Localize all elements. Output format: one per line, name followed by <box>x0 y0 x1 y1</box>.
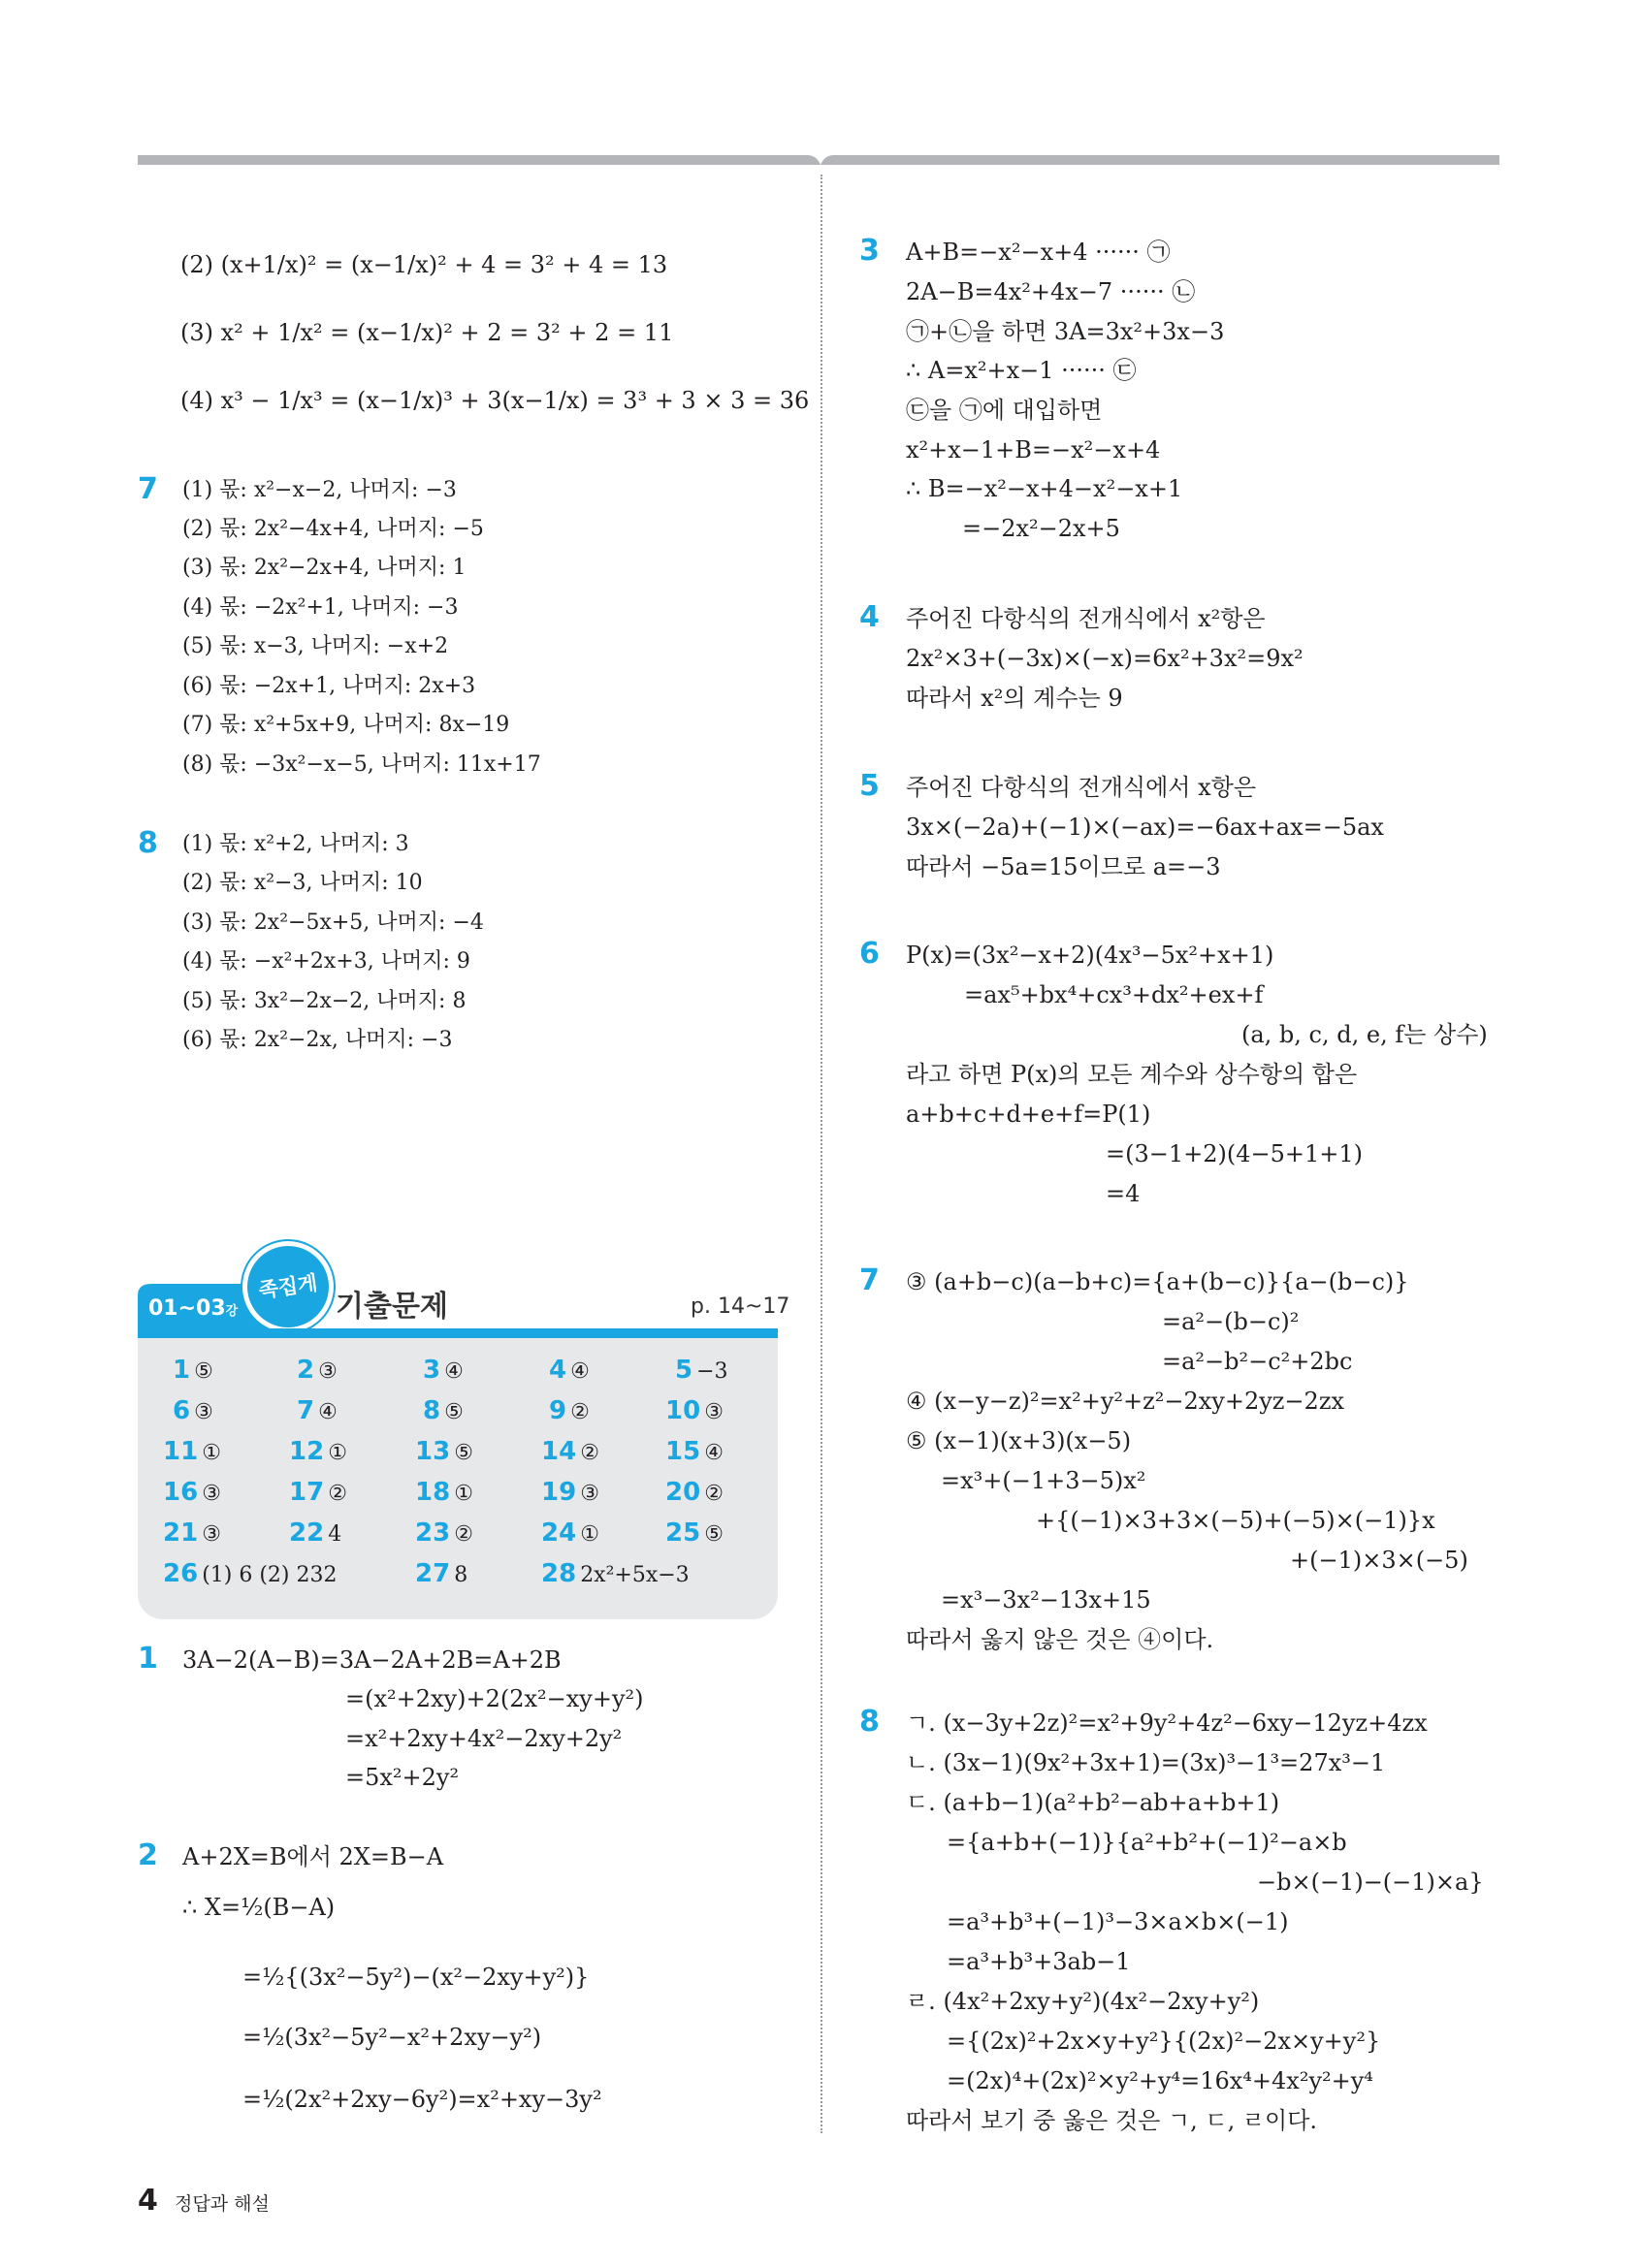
solution-line: 3A−2(A−B)=3A−2A+2B=A+2B <box>182 1646 562 1674</box>
answer-item: 8 ⑤ <box>423 1396 464 1425</box>
solution-line: ㉠+㉡을 하면 3A=3x²+3x−3 <box>906 318 1225 345</box>
solution-line: ∴ X=½(B−A) <box>182 1894 336 1921</box>
answer-item: 22 4 <box>289 1518 342 1548</box>
answer-item: 12 ① <box>289 1437 347 1466</box>
answer-line: (6) 몫: 2x²−2x, 나머지: −3 <box>182 1028 453 1052</box>
answer-line: (1) 몫: x²+2, 나머지: 3 <box>182 832 409 856</box>
solution-line: =x³+(−1+3−5)x² <box>941 1467 1146 1494</box>
answer-item: 23 ② <box>415 1518 473 1548</box>
solution-line: ㉢을 ㉠에 대입하면 <box>906 397 1103 424</box>
solution-line: =a³+b³+(−1)³−3×a×b×(−1) <box>947 1908 1289 1935</box>
solution-line: ={a+b+(−1)}{a²+b²+(−1)²−a×b <box>947 1829 1347 1856</box>
answer-item: 27 8 <box>415 1559 468 1588</box>
solution-line: =½(2x²+2xy−6y²)=x²+xy−3y² <box>242 2086 602 2113</box>
answer-item: 5 −3 <box>675 1356 728 1385</box>
solution-line: 주어진 다항식의 전개식에서 x²항은 <box>906 605 1266 632</box>
solution-line: A+2X=B에서 2X=B−A <box>182 1843 444 1870</box>
answer-item: 3 ④ <box>423 1356 464 1385</box>
answer-line: (3) 몫: 2x²−2x+4, 나머지: 1 <box>182 556 467 580</box>
answer-line: (4) 몫: −x²+2x+3, 나머지: 9 <box>182 949 470 974</box>
answer-line: (6) 몫: −2x+1, 나머지: 2x+3 <box>182 674 476 698</box>
solution-line: 따라서 −5a=15이므로 a=−3 <box>906 853 1221 880</box>
answer-line: (7) 몫: x²+5x+9, 나머지: 8x−19 <box>182 713 510 737</box>
solution-line: 따라서 x²의 계수는 9 <box>906 685 1123 712</box>
solution-line: 주어진 다항식의 전개식에서 x항은 <box>906 774 1256 801</box>
answer-item: 2 ③ <box>297 1356 338 1385</box>
solution-line: (a, b, c, d, e, f는 상수) <box>1241 1021 1488 1048</box>
answer-line: (5) 몫: x−3, 나머지: −x+2 <box>182 634 449 658</box>
problem-number: 7 <box>859 1263 880 1297</box>
answer-item: 20 ② <box>665 1478 724 1507</box>
solution-line: ㄱ. (x−3y+2z)²=x²+9y²+4z²−6xy−12yz+4zx <box>906 1709 1428 1737</box>
answer-item: 28 2x²+5x−3 <box>541 1559 690 1588</box>
solution-line: =½{(3x²−5y²)−(x²−2xy+y²)} <box>242 1964 590 1991</box>
answer-item: 13 ⑤ <box>415 1437 473 1466</box>
solution-line: =(3−1+2)(4−5+1+1) <box>1106 1140 1363 1167</box>
solution-line: =4 <box>1106 1180 1141 1207</box>
solution-line: ③ (a+b−c)(a−b+c)={a+(b−c)}{a−(b−c)} <box>906 1268 1409 1295</box>
answer-item: 17 ② <box>289 1478 347 1507</box>
solution-line: =(2x)⁴+(2x)²×y²+y⁴=16x⁴+4x²y²+y⁴ <box>947 2067 1373 2094</box>
problem-number: 8 <box>859 1705 880 1739</box>
solution-line: =5x²+2y² <box>345 1764 460 1791</box>
footer-label: 정답과 해설 <box>175 2193 270 2215</box>
solution-line: =½(3x²−5y²−x²+2xy−y²) <box>242 2024 542 2051</box>
solution-line: ㄹ. (4x²+2xy+y²)(4x²−2xy+y²) <box>906 1988 1260 2015</box>
answer-item: 19 ③ <box>541 1478 599 1507</box>
answer-item: 7 ④ <box>297 1396 338 1425</box>
solution-line: =(x²+2xy)+2(2x²−xy+y²) <box>345 1685 644 1712</box>
problem-number: 2 <box>138 1838 158 1872</box>
answer-item: 6 ③ <box>173 1396 213 1425</box>
solution-line: 따라서 옳지 않은 것은 ④이다. <box>906 1626 1214 1653</box>
answer-item: 21 ③ <box>163 1518 221 1548</box>
solution-line: 2A−B=4x²+4x−7 ······ ㉡ <box>906 278 1196 305</box>
solution-line: a+b+c+d+e+f=P(1) <box>906 1101 1151 1128</box>
solution-line: ㄴ. (3x−1)(9x²+3x+1)=(3x)³−1³=27x³−1 <box>906 1749 1386 1776</box>
problem-number: 4 <box>859 600 880 634</box>
answer-item: 16 ③ <box>163 1478 221 1507</box>
solution-line: =x³−3x²−13x+15 <box>941 1586 1151 1613</box>
solution-line: =x²+2xy+4x²−2xy+2y² <box>345 1725 623 1752</box>
solution-line: ∴ A=x²+x−1 ······ ㉢ <box>906 357 1137 384</box>
problem-number: 1 <box>138 1642 158 1676</box>
answer-line: (2) 몫: 2x²−4x+4, 나머지: −5 <box>182 517 484 541</box>
solution-line: (4) x³ − 1/x³ = (x−1/x)³ + 3(x−1/x) = 3³ + 3 × 3 = 36 <box>180 387 810 414</box>
answer-item: 1 ⑤ <box>173 1356 213 1385</box>
solution-line: 라고 하면 P(x)의 모든 계수와 상수항의 합은 <box>906 1061 1358 1088</box>
solution-line: (3) x² + 1/x² = (x−1/x)² + 2 = 3² + 2 = 11 <box>180 319 674 346</box>
answer-item: 15 ④ <box>665 1437 724 1466</box>
solution-line: =−2x²−2x+5 <box>962 515 1120 542</box>
problem-number: 6 <box>859 937 880 971</box>
solution-line: +(−1)×3×(−5) <box>1290 1547 1468 1574</box>
solution-line: P(x)=(3x²−x+2)(4x³−5x²+x+1) <box>906 942 1274 969</box>
problem-number: 8 <box>138 826 158 860</box>
solution-line: =a²−b²−c²+2bc <box>1162 1348 1353 1375</box>
answer-item: 26 (1) 6 (2) 232 <box>163 1559 338 1588</box>
answer-item: 4 ④ <box>549 1356 590 1385</box>
solution-line: A+B=−x²−x+4 ······ ㉠ <box>906 239 1171 266</box>
column-divider <box>821 175 822 2133</box>
section-range: 01~03강 <box>148 1296 239 1321</box>
solution-line: (2) (x+1/x)² = (x−1/x)² + 4 = 3² + 4 = 13 <box>180 251 668 278</box>
solution-line: =a²−(b−c)² <box>1162 1308 1300 1335</box>
page-number: 4 <box>138 2184 158 2218</box>
solution-line: ⑤ (x−1)(x+3)(x−5) <box>906 1427 1132 1454</box>
answer-key-box <box>138 1338 778 1619</box>
solution-line: 2x²×3+(−3x)×(−x)=6x²+3x²=9x² <box>906 645 1304 672</box>
answer-line: (2) 몫: x²−3, 나머지: 10 <box>182 871 423 895</box>
answer-item: 24 ① <box>541 1518 599 1548</box>
answer-item: 9 ② <box>549 1396 590 1425</box>
section-underline <box>138 1328 778 1338</box>
answer-line: (4) 몫: −2x²+1, 나머지: −3 <box>182 595 459 620</box>
answer-line: (3) 몫: 2x²−5x+5, 나머지: −4 <box>182 910 484 935</box>
solution-line: ={(2x)²+2x×y+y²}{(2x)²−2x×y+y²} <box>947 2028 1381 2055</box>
answer-item: 11 ① <box>163 1437 221 1466</box>
solution-line: ∴ B=−x²−x+4−x²−x+1 <box>906 475 1183 502</box>
answer-item: 10 ③ <box>665 1396 724 1425</box>
section-pages: p. 14~17 <box>691 1294 790 1319</box>
solution-line: 3x×(−2a)+(−1)×(−ax)=−6ax+ax=−5ax <box>906 814 1384 841</box>
solution-line: −b×(−1)−(−1)×a} <box>1257 1869 1484 1896</box>
answer-line: (5) 몫: 3x²−2x−2, 나머지: 8 <box>182 989 467 1013</box>
solution-line: ④ (x−y−z)²=x²+y²+z²−2xy+2yz−2zx <box>906 1388 1344 1415</box>
answer-item: 14 ② <box>541 1437 599 1466</box>
solution-line: x²+x−1+B=−x²−x+4 <box>906 436 1161 463</box>
section-title: 기출문제 <box>336 1290 448 1324</box>
solution-line: +{(−1)×3+3×(−5)+(−5)×(−1)}x <box>1036 1507 1435 1534</box>
answer-item: 18 ① <box>415 1478 473 1507</box>
solution-line: =a³+b³+3ab−1 <box>947 1948 1131 1975</box>
answer-line: (8) 몫: −3x²−x−5, 나머지: 11x+17 <box>182 752 541 777</box>
top-decorative-bar <box>138 153 1499 167</box>
problem-number: 5 <box>859 769 880 803</box>
problem-number: 7 <box>138 472 158 506</box>
section-badge: 족집게 <box>237 1235 339 1338</box>
solution-line: =ax⁵+bx⁴+cx³+dx²+ex+f <box>964 981 1264 1008</box>
problem-number: 3 <box>859 234 880 268</box>
answer-item: 25 ⑤ <box>665 1518 724 1548</box>
answer-line: (1) 몫: x²−x−2, 나머지: −3 <box>182 478 457 502</box>
solution-line: ㄷ. (a+b−1)(a²+b²−ab+a+b+1) <box>906 1789 1280 1816</box>
solution-line: 따라서 보기 중 옳은 것은 ㄱ, ㄷ, ㄹ이다. <box>906 2107 1318 2134</box>
